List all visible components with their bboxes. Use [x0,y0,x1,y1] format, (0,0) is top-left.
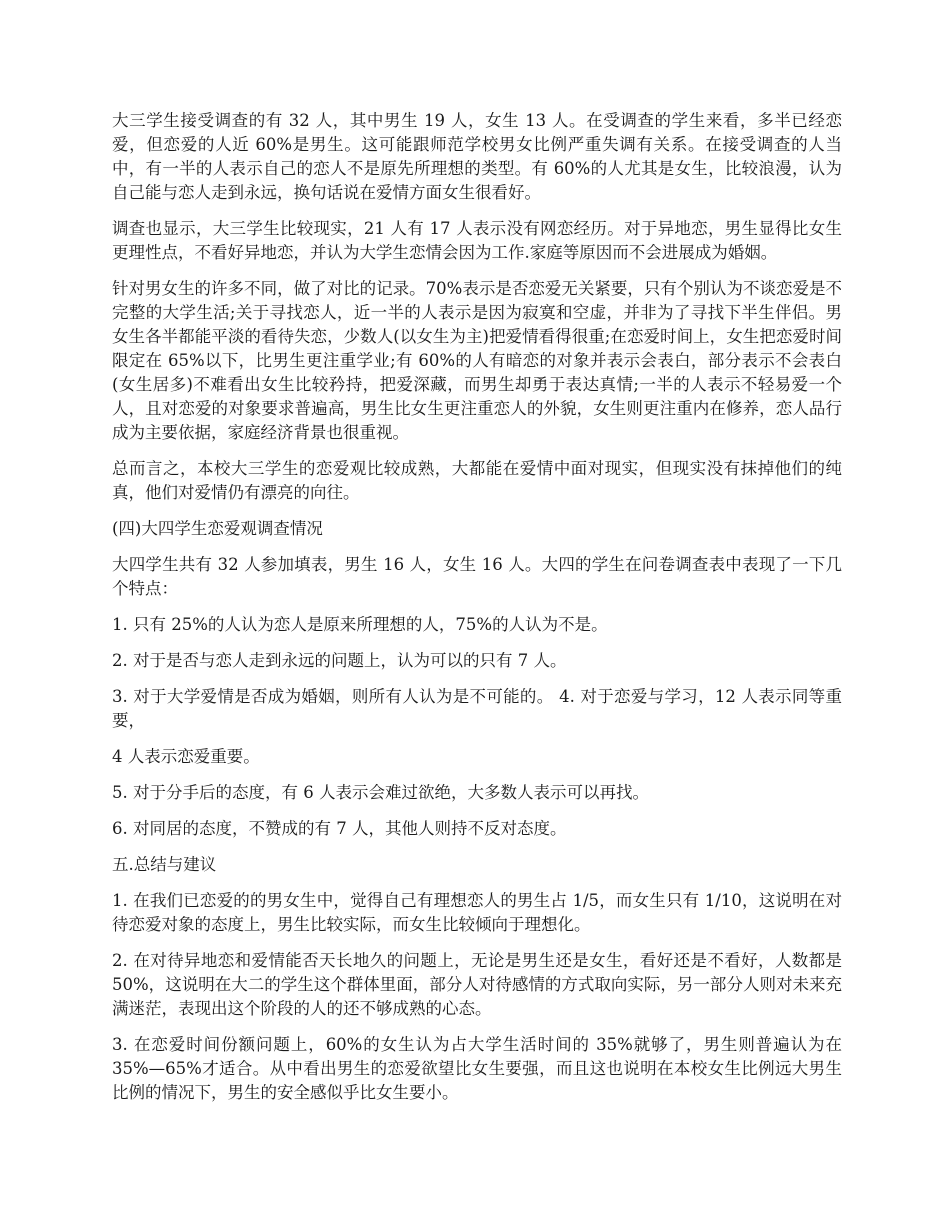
list-item-grade4-2: 2. 对于是否与恋人走到永远的问题上，认为可以的只有 7 人。 [112,651,567,670]
paragraph-grade3-survey: 大三学生接受调查的有 32 人，其中男生 19 人，女生 13 人。在受调查的学生来看，多半已经恋爱，但恋爱的人近 60%是男生。这可能跟师范学校男女比例严重失调有关系。在接受调查的人当中，有一半的人表示自己的恋人不是原先所理想的类型。有 60%的人尤其是女生，比较浪漫，认为自己能与恋人走到永远，换句话说在爱情方面女生很看好。 [112,111,842,202]
list-item-grade4-5: 5. 对于分手后的态度，有 6 人表示会难过欲绝，大多数人表示可以再找。 [112,783,649,802]
paragraph-grade4-intro: 大四学生共有 32 人参加填表，男生 16 人，女生 16 人。大四的学生在问卷调查表中表现了一下几个特点： [112,555,842,598]
list-item-grade4-3: 3. 对于大学爱情是否成为婚姻，则所有人认为是不可能的。 4. 对于恋爱与学习，12 人表示同等重要， [112,687,842,730]
list-item-summary-1: 1. 在我们已恋爱的的男女生中，觉得自己有理想恋人的男生占 1/5，而女生只有 1/10，这说明在对待恋爱对象的态度上，男生比较实际，而女生比较倾向于理想化。 [112,891,842,934]
paragraph-grade3-realism: 调查也显示，大三学生比较现实，21 人有 17 人表示没有网恋经历。对于异地恋，男生显得比女生更理性点，不看好异地恋，并认为大学生恋情会因为工作.家庭等原因而不会进展成为婚姻。 [112,219,842,262]
paragraph-grade3-summary: 总而言之，本校大三学生的恋爱观比较成熟，大都能在爱情中面对现实，但现实没有抹掉他们的纯真，他们对爱情仍有漂亮的向往。 [112,459,842,502]
document-page [112,109,842,1117]
paragraph-gender-comparison: 针对男女生的许多不同，做了对比的记录。70%表示是否恋爱无关紧要，只有个别认为不谈恋爱是不完整的大学生活;关于寻找恋人，近一半的人表示是因为寂寞和空虚，并非为了寻找下半生伴侣。男女生各半都能平淡的看待失恋，少数人(以女生为主)把爱情看得很重;在恋爱时间上，女生把恋爱时间限定在 65%以下，比男生更注重学业;有 60%的人有暗恋的对象并表示会表白，部分表示不会表白(女生居多)不难看出女生比较矜持，把爱深藏，而男生却勇于表达真情;一半的人表示不轻易爱一个人，且对恋爱的对象要求普遍高，男生比女生更注重恋人的外貌，女生则更注重内在修养，恋人品行成为主要依据，家庭经济背景也很重视。 [112,279,842,442]
list-item-summary-2: 2. 在对待异地恋和爱情能否天长地久的问题上，无论是男生还是女生，看好还是不看好，人数都是 50%，这说明在大二的学生这个群体里面，部分人对待感情的方式取向实际，另一部分人则对未来充满迷茫，表现出这个阶段的人的还不够成熟的心态。 [112,951,842,1018]
section-heading-grade4: (四)大四学生恋爱观调查情况 [112,519,323,538]
list-item-summary-3: 3. 在恋爱时间份额问题上，60%的女生认为占大学生活时间的 35%就够了，男生则普遍认为在 35%—65%才适合。从中看出男生的恋爱欲望比女生要强，而且这也说明在本校女生比例远大男生比例的情况下，男生的安全感似乎比女生要小。 [112,1035,842,1102]
list-item-grade4-6: 6. 对同居的态度，不赞成的有 7 人，其他人则持不反对态度。 [112,819,567,838]
section-heading-summary: 五.总结与建议 [112,855,217,874]
list-item-grade4-1: 1. 只有 25%的人认为恋人是原来所理想的人，75%的人认为不是。 [112,615,608,634]
list-item-grade4-4-cont: 4 人表示恋爱重要。 [112,747,260,766]
